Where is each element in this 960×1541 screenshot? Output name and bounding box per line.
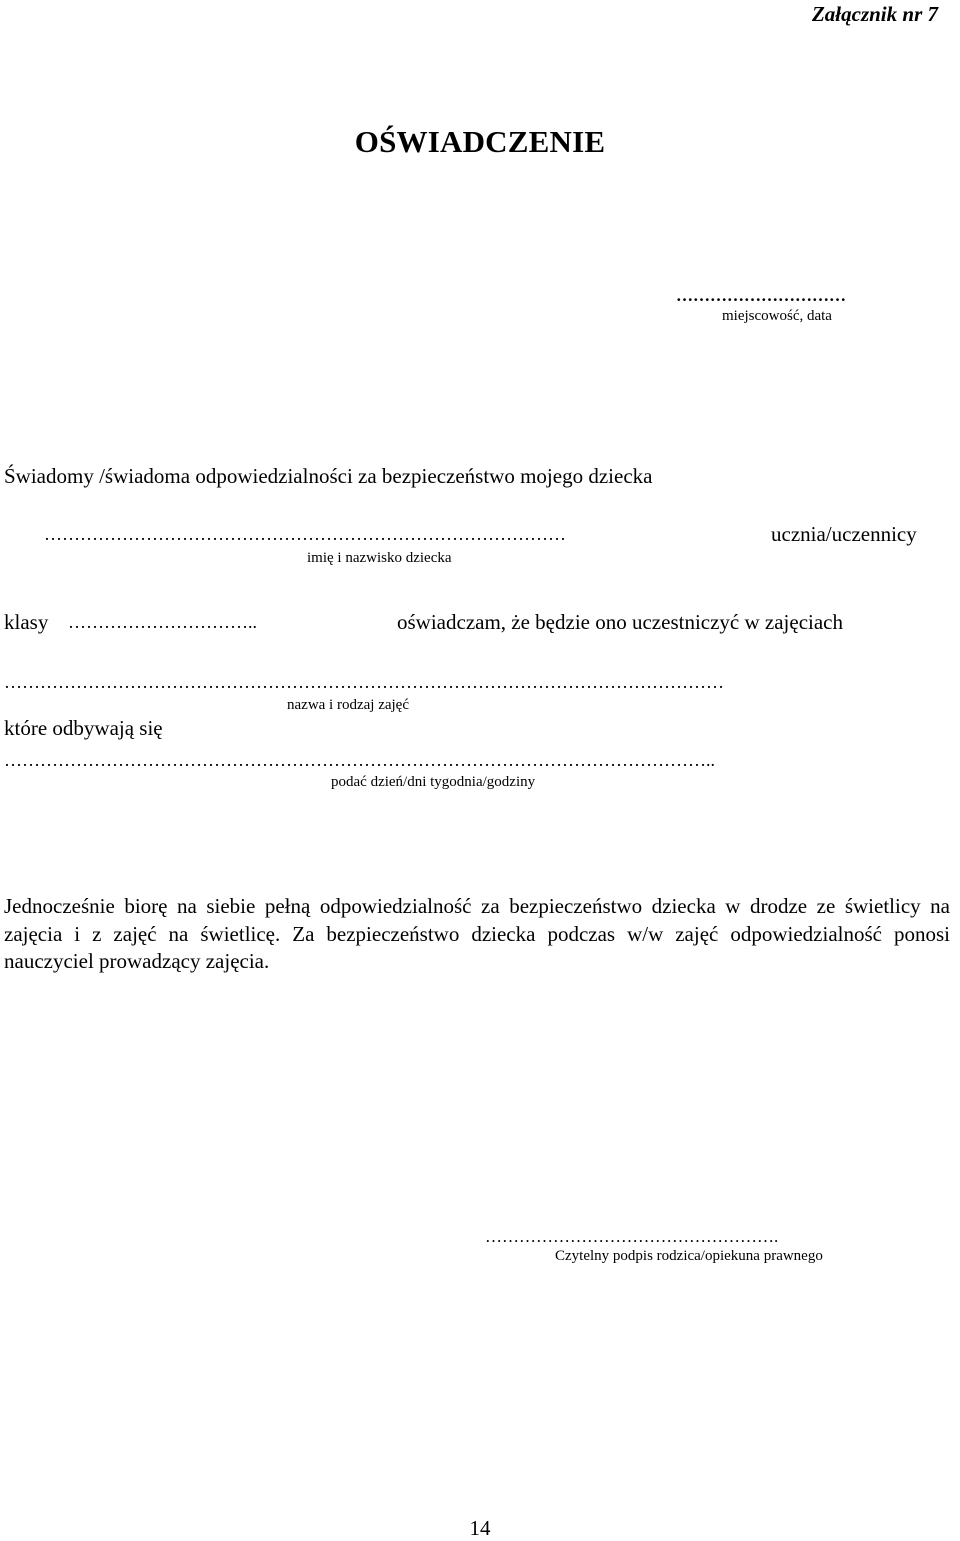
intro-text: Świadomy /świadoma odpowiedzialności za bezpieczeństwo mojego dziecka [4,464,653,488]
class-field[interactable]: ………………………….. [68,612,257,632]
activity-field[interactable]: ………………………………………………………………………………………………………… [4,672,724,692]
schedule-field[interactable]: ……………………………………………………………………………………………………….. [4,750,715,770]
activity-caption: nazwa i rodzaj zajęć [287,697,409,713]
responsibility-paragraph: Jednocześnie biorę na siebie pełną odpowiedzialność za bezpieczeństwo dziecka w drodze ze świetlicy na zajęcia i z zajęć na świetlicę. Za bezpieczeństwo dziecka podczas w/w zajęć odpowiedzialność ponosi nauczyciel prowadzący zajęcia. [4,894,950,973]
signature-caption: Czytelny podpis rodzica/opiekuna prawnego [555,1248,823,1264]
place-date-caption: miejscowość, data [722,308,832,324]
declaration-text: oświadczam, że będzie ono uczestniczyć w zajęciach [397,610,844,634]
child-name-field[interactable]: …………………………………………………………………………… [44,524,566,544]
class-label: klasy [4,610,49,634]
child-name-caption: imię i nazwisko dziecka [307,550,452,566]
page-number: 14 [469,1516,491,1540]
schedule-caption: podać dzień/dni tygodnia/godziny [331,774,536,790]
held-label: które odbywają się [4,716,163,740]
document-title: OŚWIADCZENIE [354,124,606,159]
place-date-field[interactable]: ………………………… [676,286,846,305]
annex-label: Załącznik nr 7 [811,2,938,26]
signature-field[interactable]: ……………………………………………. [485,1227,779,1246]
pupil-label: ucznia/uczennicy [771,522,917,546]
